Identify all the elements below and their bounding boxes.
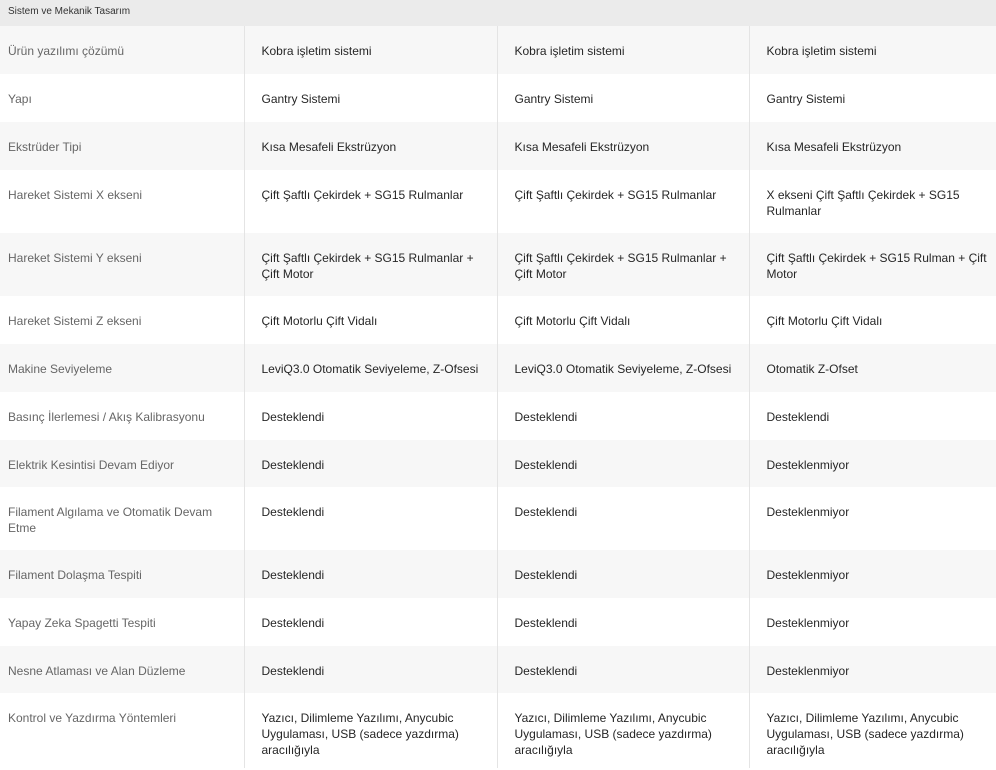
row-label: Ürün yazılımı çözümü [0,26,244,74]
table-row [0,296,996,344]
cell-value: Kısa Mesafeli Ekstrüzyon [244,122,497,170]
cell-value: Desteklendi [244,550,497,598]
cell-value: Desteklendi [244,440,497,487]
cell-value: Kısa Mesafeli Ekstrüzyon [749,122,996,170]
row-label: Basınç İlerlemesi / Akış Kalibrasyonu [0,392,244,440]
table-row [0,344,996,392]
cell-value: Otomatik Z-Ofset [749,344,996,392]
row-label: Yapay Zeka Spagetti Tespiti [0,598,244,646]
cell-value: Çift Şaftlı Çekirdek + SG15 Rulman + Çift Motor [749,233,996,296]
row-label: Nesne Atlaması ve Alan Düzleme [0,646,244,693]
table-row [0,170,996,233]
table-row [0,440,996,487]
cell-value: Yazıcı, Dilimleme Yazılımı, Anycubic Uygulaması, USB (sadece yazdırma) aracılığıyla [244,693,497,768]
cell-value: Gantry Sistemi [497,74,749,122]
cell-value: Çift Şaftlı Çekirdek + SG15 Rulmanlar + Çift Motor [497,233,749,296]
cell-value: Kobra işletim sistemi [497,26,749,74]
cell-value: Desteklendi [244,646,497,693]
cell-value: LeviQ3.0 Otomatik Seviyeleme, Z-Ofsesi [497,344,749,392]
row-label: Filament Algılama ve Otomatik Devam Etme [0,487,244,550]
cell-value: Desteklendi [497,550,749,598]
table-row [0,487,996,550]
table-row [0,26,996,74]
table-row [0,74,996,122]
cell-value: Desteklendi [244,487,497,550]
cell-value: Kısa Mesafeli Ekstrüzyon [497,122,749,170]
cell-value: Gantry Sistemi [749,74,996,122]
cell-value: LeviQ3.0 Otomatik Seviyeleme, Z-Ofsesi [244,344,497,392]
cell-value: Yazıcı, Dilimleme Yazılımı, Anycubic Uygulaması, USB (sadece yazdırma) aracılığıyla [749,693,996,768]
cell-value: Desteklendi [244,392,497,440]
cell-value: Çift Motorlu Çift Vidalı [244,296,497,344]
cell-value: Desteklendi [749,392,996,440]
table-row [0,598,996,646]
cell-value: Desteklenmiyor [749,598,996,646]
row-label: Filament Dolaşma Tespiti [0,550,244,598]
row-label: Hareket Sistemi X ekseni [0,170,244,233]
row-label: Hareket Sistemi Z ekseni [0,296,244,344]
spec-table [0,26,996,768]
cell-value: Desteklendi [497,392,749,440]
cell-value: Çift Şaftlı Çekirdek + SG15 Rulmanlar [244,170,497,233]
cell-value: Çift Şaftlı Çekirdek + SG15 Rulmanlar [497,170,749,233]
table-row [0,122,996,170]
cell-value: Kobra işletim sistemi [749,26,996,74]
table-row [0,693,996,768]
cell-value: Desteklenmiyor [749,487,996,550]
cell-value: Desteklenmiyor [749,440,996,487]
table-row [0,392,996,440]
row-label: Ekstrüder Tipi [0,122,244,170]
table-row [0,550,996,598]
row-label: Yapı [0,74,244,122]
cell-value: Desteklenmiyor [749,646,996,693]
row-label: Kontrol ve Yazdırma Yöntemleri [0,693,244,768]
row-label: Hareket Sistemi Y ekseni [0,233,244,296]
cell-value: Gantry Sistemi [244,74,497,122]
cell-value: Çift Motorlu Çift Vidalı [497,296,749,344]
cell-value: Kobra işletim sistemi [244,26,497,74]
row-label: Elektrik Kesintisi Devam Ediyor [0,440,244,487]
cell-value: Desteklendi [497,440,749,487]
section-title: Sistem ve Mekanik Tasarım [8,6,131,17]
cell-value: Yazıcı, Dilimleme Yazılımı, Anycubic Uygulaması, USB (sadece yazdırma) aracılığıyla [497,693,749,768]
cell-value: Çift Şaftlı Çekirdek + SG15 Rulmanlar + Çift Motor [244,233,497,296]
table-row [0,646,996,693]
cell-value: Desteklendi [497,487,749,550]
cell-value: Desteklendi [497,598,749,646]
cell-value: Desteklenmiyor [749,550,996,598]
cell-value: Desteklendi [497,646,749,693]
table-row [0,233,996,296]
cell-value: Çift Motorlu Çift Vidalı [749,296,996,344]
cell-value: Desteklendi [244,598,497,646]
section-header [0,0,996,26]
row-label: Makine Seviyeleme [0,344,244,392]
cell-value: X ekseni Çift Şaftlı Çekirdek + SG15 Rulmanlar [749,170,996,233]
